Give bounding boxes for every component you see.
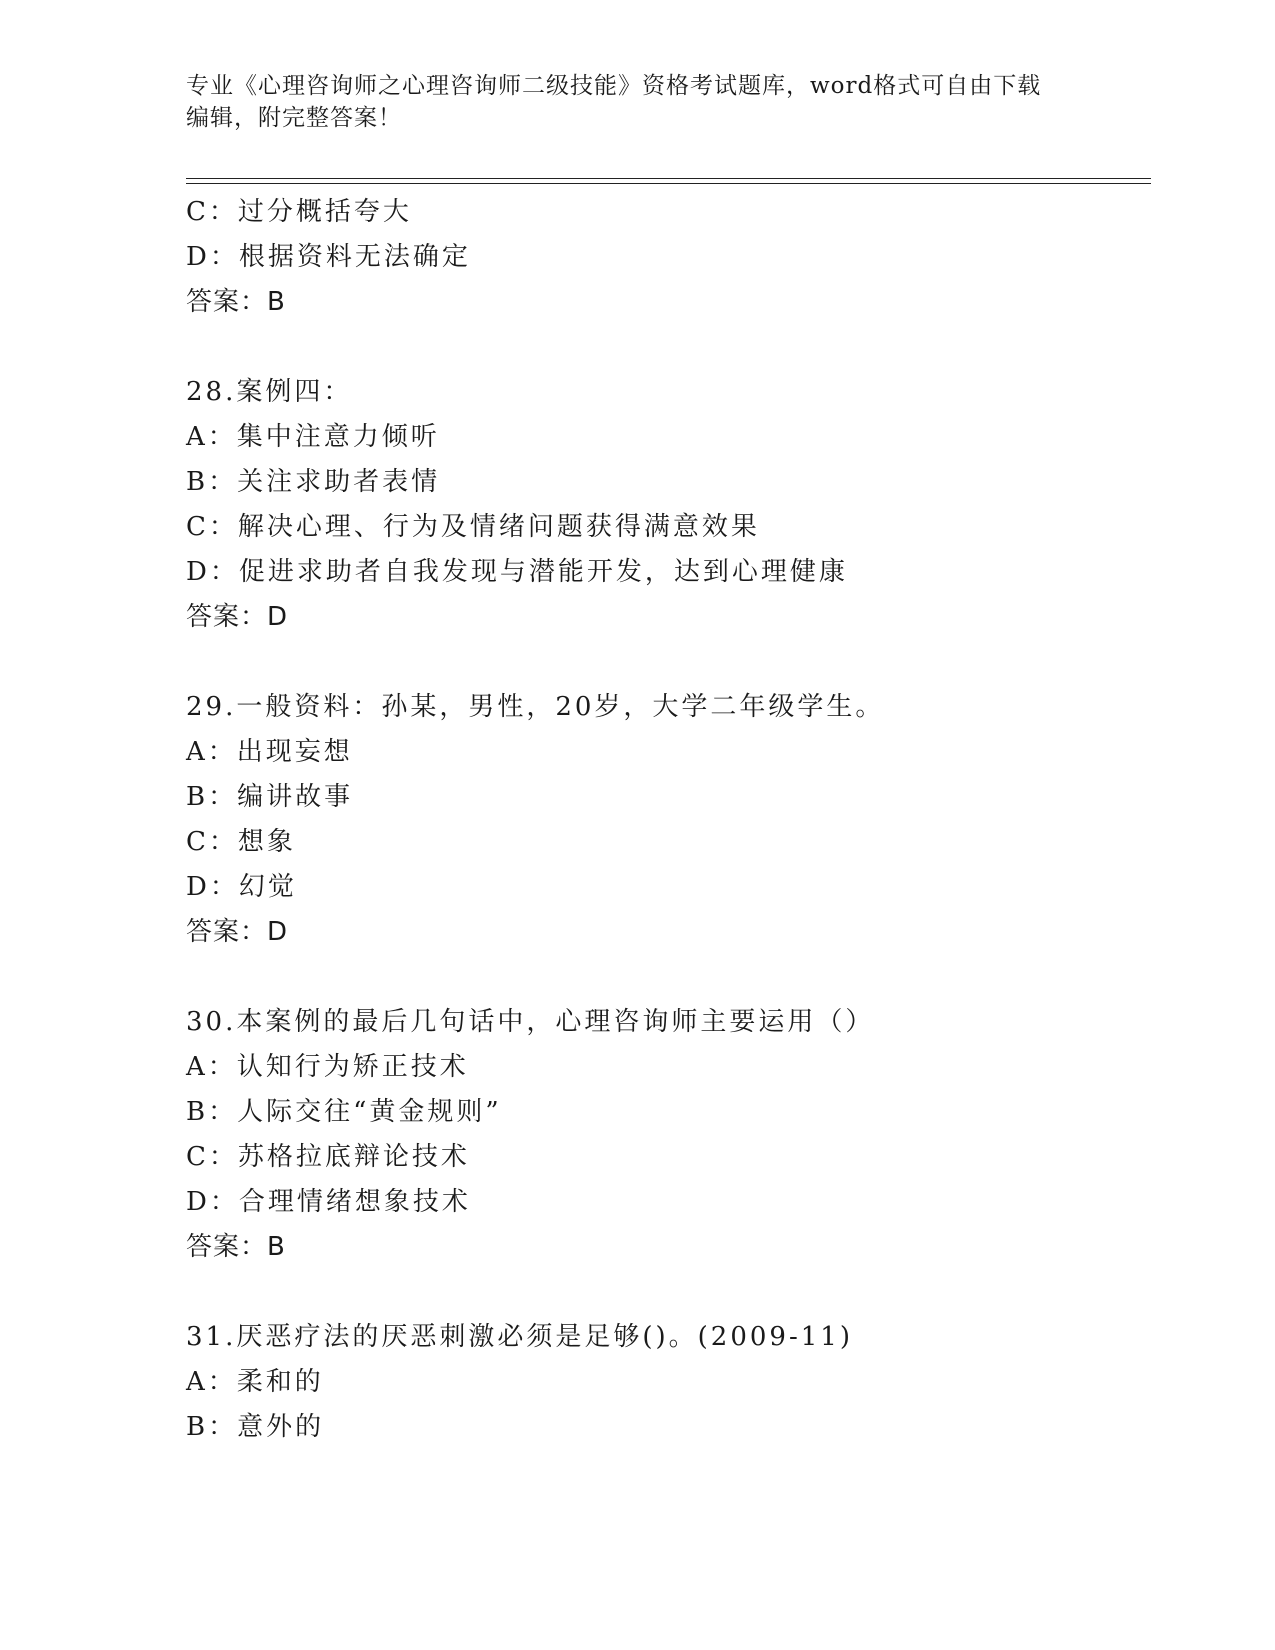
question-30	[186, 1000, 1146, 1270]
option-c: C：解决心理、行为及情绪问题获得满意效果	[186, 512, 760, 542]
answer-label: 答案：	[186, 917, 268, 947]
question-list	[186, 190, 1146, 1450]
option-a: A：集中注意力倾听	[186, 422, 440, 452]
answer-label: 答案：	[186, 287, 268, 317]
question-31	[186, 1315, 1146, 1450]
answer-label: 答案：	[186, 602, 268, 632]
answer-value: B	[267, 1232, 286, 1262]
option-d: D：合理情绪想象技术	[186, 1187, 471, 1217]
question-27-continued	[186, 190, 1146, 325]
option-b: B：意外的	[186, 1412, 325, 1442]
answer-line	[186, 595, 1146, 640]
option-b: B：关注求助者表情	[186, 467, 441, 497]
answer-line	[186, 1225, 1146, 1270]
answer-line	[186, 910, 1146, 955]
question-title: 28.案例四：	[186, 377, 353, 407]
answer-value: D	[267, 602, 289, 632]
option-d: D：根据资料无法确定	[186, 242, 471, 272]
question-28	[186, 370, 1146, 640]
option-a: A：认知行为矫正技术	[186, 1052, 469, 1082]
question-title: 31.厌恶疗法的厌恶刺激必须是足够()。(2009-11)	[186, 1322, 853, 1352]
answer-label: 答案：	[186, 1232, 268, 1262]
answer-line	[186, 280, 1146, 325]
header-line-1: 专业《心理咨询师之心理咨询师二级技能》资格考试题库，word格式可自由下载	[186, 73, 1042, 99]
option-a: A：出现妄想	[186, 737, 353, 767]
document-header	[186, 70, 1056, 134]
header-line-2: 编辑，附完整答案！	[186, 105, 402, 131]
question-29	[186, 685, 1146, 955]
question-title: 29.一般资料：孙某，男性，20岁，大学二年级学生。	[186, 692, 885, 722]
answer-value: B	[267, 287, 286, 317]
answer-value: D	[267, 917, 289, 947]
option-d: D：幻觉	[186, 872, 297, 902]
option-d: D：促进求助者自我发现与潜能开发，达到心理健康	[186, 557, 848, 587]
header-divider-top	[186, 178, 1151, 179]
option-c: C：过分概括夸大	[186, 197, 412, 227]
option-c: C：想象	[186, 827, 296, 857]
question-title: 30.本案例的最后几句话中，心理咨询师主要运用（）	[186, 1007, 875, 1037]
option-a: A：柔和的	[186, 1367, 324, 1397]
option-b: B：人际交往“黄金规则”	[186, 1097, 502, 1127]
option-b: B：编讲故事	[186, 782, 354, 812]
option-c: C：苏格拉底辩论技术	[186, 1142, 470, 1172]
header-divider-bottom	[186, 183, 1151, 184]
